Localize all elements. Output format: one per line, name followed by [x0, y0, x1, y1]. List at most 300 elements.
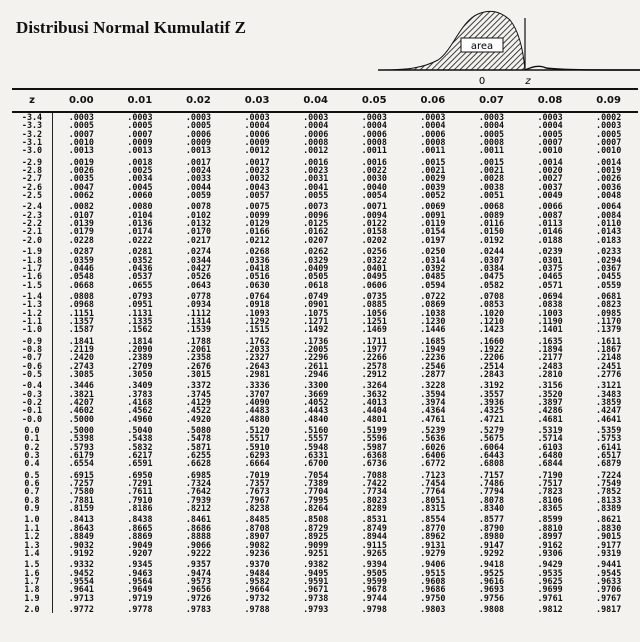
table-cell: .0020	[537, 165, 563, 176]
table-cell: .0582	[478, 279, 505, 290]
table-cell: .8790	[478, 522, 505, 533]
table-cell: .1711	[361, 335, 387, 346]
z-value: 1.5	[24, 559, 40, 570]
table-cell: .0015	[478, 156, 505, 167]
table-cell: .8315	[420, 503, 446, 514]
table-cell: .0192	[478, 234, 505, 245]
table-cell: .8078	[478, 494, 505, 505]
table-cell: .0080	[127, 201, 153, 212]
table-cell: .2119	[68, 343, 94, 354]
table-cell: .0122	[361, 218, 387, 229]
table-cell: .0014	[596, 156, 622, 167]
table-cell: .8508	[303, 514, 329, 525]
table-cell: .5987	[361, 441, 387, 452]
table-cell: .0708	[478, 290, 505, 301]
table-cell: .2389	[127, 352, 153, 363]
table-cell: .0011	[478, 145, 505, 156]
table-cell: .9649	[127, 584, 153, 595]
table-cell: .0026	[596, 173, 622, 184]
table-cell: .8389	[596, 503, 622, 514]
table-cell: .1788	[185, 335, 212, 346]
z-value: 0.0	[24, 425, 40, 436]
header-col: 0.00	[68, 95, 94, 106]
table-cell: .7517	[537, 478, 563, 489]
table-cell: .7123	[420, 469, 446, 480]
table-cell: .0002	[596, 112, 622, 122]
table-cell: .9599	[361, 575, 387, 586]
table-cell: .9505	[361, 567, 387, 578]
z-value: 0.7	[24, 486, 40, 497]
table-cell: .7794	[478, 486, 505, 497]
table-cell: .0011	[361, 145, 387, 156]
table-cell: .0008	[420, 137, 446, 148]
table-cell: .0017	[244, 156, 270, 167]
table-cell: .3974	[420, 397, 446, 407]
table-cell: .3821	[68, 388, 94, 399]
table-cell: .0465	[537, 271, 563, 282]
table-cell: .9192	[68, 547, 94, 558]
table-cell: .8531	[361, 514, 387, 525]
table-cell: .0054	[361, 190, 387, 201]
table-cell: .8944	[361, 531, 387, 542]
table-cell: .0281	[127, 246, 153, 257]
table-cell: .0274	[185, 246, 212, 257]
table-cell: .0043	[244, 181, 270, 192]
table-cell: .8212	[185, 503, 212, 514]
z-value: 0.9	[24, 503, 40, 514]
table-cell: .2177	[537, 352, 563, 363]
table-cell: .9608	[420, 575, 446, 586]
table-cell: .6950	[127, 469, 153, 480]
table-cell: .0007	[68, 128, 94, 139]
table-cell: .0655	[127, 279, 153, 290]
table-cell: .9429	[537, 559, 563, 570]
table-cell: .9738	[303, 592, 329, 603]
table-cell: .9319	[596, 547, 622, 558]
table-cell: .0681	[596, 290, 622, 301]
z-value: -1.1	[21, 315, 43, 326]
z-value: -1.9	[21, 246, 43, 257]
z-value: -1.2	[21, 307, 43, 318]
table-cell: .5948	[303, 441, 329, 452]
table-cell: .8849	[68, 531, 94, 542]
table-cell: .0006	[244, 128, 270, 139]
z-value: 0.6	[24, 478, 40, 489]
table-cell: .9147	[478, 539, 505, 550]
table-cell: .9463	[127, 567, 153, 578]
table-cell: .8438	[127, 514, 153, 525]
table-cell: .2877	[420, 368, 446, 379]
table-cell: .0030	[361, 173, 387, 184]
z-value: -3.1	[21, 137, 43, 148]
table-cell: .0007	[537, 137, 563, 148]
table-cell: .0062	[68, 190, 94, 201]
table-cell: .8962	[420, 531, 446, 542]
table-cell: .0016	[361, 156, 387, 167]
table-cell: .9582	[244, 575, 270, 586]
table-cell: .7357	[244, 478, 270, 489]
table-cell: .8186	[127, 503, 153, 514]
table-cell: .2005	[303, 343, 329, 354]
z-value: 1.0	[24, 514, 40, 525]
table-cell: .9495	[303, 567, 329, 578]
z-table	[12, 88, 638, 642]
table-cell: .8729	[303, 522, 329, 533]
table-cell: .0068	[478, 201, 505, 212]
table-cell: .0004	[303, 120, 329, 131]
table-cell: .4483	[244, 405, 270, 416]
table-cell: .0188	[537, 234, 563, 245]
table-cell: .3594	[420, 388, 446, 399]
table-cell: .6255	[185, 450, 212, 461]
table-cell: .2236	[420, 352, 446, 363]
table-cell: .0329	[303, 254, 329, 265]
table-cell: .5040	[127, 425, 153, 436]
table-cell: .0004	[537, 120, 563, 131]
table-cell: .1075	[303, 307, 329, 318]
z-value: -0.5	[21, 368, 43, 379]
table-cell: .7389	[303, 478, 329, 489]
table-cell: .0037	[537, 181, 563, 192]
table-cell: .3121	[596, 380, 622, 391]
table-cell: .6879	[596, 458, 622, 469]
table-cell: .3264	[361, 380, 387, 391]
table-cell: .0004	[244, 120, 270, 131]
table-cell: .0618	[303, 279, 329, 290]
table-cell: .9394	[361, 559, 387, 570]
table-cell: .6985	[185, 469, 212, 480]
table-cell: .7764	[420, 486, 446, 497]
table-cell: .0146	[537, 226, 563, 237]
z-value: -2.6	[21, 181, 43, 192]
table-cell: .0003	[537, 112, 563, 122]
table-cell: .0228	[68, 234, 94, 245]
table-cell: .1736	[303, 335, 329, 346]
table-cell: .0336	[244, 254, 270, 265]
z-value: -2.2	[21, 218, 43, 229]
table-cell: .1151	[68, 307, 94, 318]
table-cell: .0222	[127, 234, 153, 245]
table-cell: .9406	[420, 559, 446, 570]
table-cell: .1515	[244, 324, 270, 335]
z-value: -2.3	[21, 209, 43, 220]
table-cell: .6406	[420, 450, 446, 461]
table-cell: .1038	[420, 307, 446, 318]
table-cell: .0212	[244, 234, 270, 245]
table-cell: .9382	[303, 559, 329, 570]
table-cell: .0287	[68, 246, 94, 257]
table-cell: .1611	[596, 335, 622, 346]
z-value: 1.3	[24, 539, 40, 550]
table-cell: .3632	[361, 388, 387, 399]
table-cell: .6480	[537, 450, 563, 461]
z-value: 1.6	[24, 567, 40, 578]
table-cell: .0066	[537, 201, 563, 212]
table-cell: .7734	[361, 486, 387, 497]
table-cell: .2611	[303, 360, 329, 371]
table-cell: .0571	[537, 279, 563, 290]
table-cell: .0073	[303, 201, 329, 212]
z-value: -2.4	[21, 201, 43, 212]
table-cell: .1867	[596, 343, 622, 354]
table-cell: .0099	[244, 209, 270, 220]
z-value: 2.0	[24, 603, 40, 614]
table-cell: .1056	[361, 307, 387, 318]
table-cell: .0012	[244, 145, 270, 156]
table-cell: .7224	[596, 469, 622, 480]
table-cell: .0038	[478, 181, 505, 192]
table-cell: .5793	[68, 441, 94, 452]
table-cell: .8869	[127, 531, 153, 542]
z-value: -0.8	[21, 343, 43, 354]
table-cell: .1446	[420, 324, 446, 335]
table-cell: .0207	[303, 234, 329, 245]
table-cell: .1762	[244, 335, 270, 346]
header-col: 0.07	[479, 95, 504, 106]
table-header	[12, 90, 638, 113]
table-cell: .5080	[185, 425, 212, 436]
table-cell: .9115	[361, 539, 387, 550]
table-cell: .0009	[185, 137, 212, 148]
z-value: 1.1	[24, 522, 40, 533]
table-cell: .0934	[185, 299, 212, 310]
table-cell: .0179	[68, 226, 94, 237]
table-cell: .9756	[478, 592, 505, 603]
table-cell: .7967	[244, 494, 270, 505]
table-cell: .0262	[303, 246, 329, 257]
table-cell: .3336	[244, 380, 270, 391]
table-cell: .0019	[68, 156, 94, 167]
table-cell: .0869	[420, 299, 446, 310]
table-cell: .6103	[537, 441, 563, 452]
z-value: -2.7	[21, 173, 43, 184]
table-row	[12, 459, 638, 467]
table-cell: .9788	[244, 603, 270, 614]
table-cell: .3707	[244, 388, 270, 399]
z-value: -3.0	[21, 145, 43, 156]
z-value: -0.6	[21, 360, 43, 371]
table-cell: .0401	[361, 262, 387, 273]
table-cell: .0041	[303, 181, 329, 192]
table-cell: .4013	[361, 397, 387, 407]
table-cell: .7454	[420, 478, 446, 489]
table-cell: .9744	[361, 592, 387, 603]
table-cell: .1423	[478, 324, 505, 335]
z-value: 0.1	[24, 433, 40, 444]
table-cell: .3372	[185, 380, 212, 391]
table-cell: .6736	[361, 458, 387, 469]
table-cell: .0344	[185, 254, 212, 265]
zero-label: 0	[478, 76, 486, 87]
z-value: -1.4	[21, 290, 43, 301]
table-cell: .1977	[361, 343, 387, 354]
table-cell: .0018	[127, 156, 153, 167]
table-cell: .7257	[68, 478, 94, 489]
z-value: -0.7	[21, 352, 43, 363]
table-cell: .1562	[127, 324, 153, 335]
table-cell: .1469	[361, 324, 387, 335]
table-cell: .4562	[127, 405, 153, 416]
table-cell: .0139	[68, 218, 94, 229]
table-cell: .0183	[596, 234, 622, 245]
table-cell: .1131	[127, 307, 153, 318]
table-cell: .1357	[68, 315, 94, 326]
table-cell: .1379	[596, 324, 622, 335]
table-cell: .7642	[185, 486, 212, 497]
table-cell: .6517	[596, 450, 622, 461]
table-cell: .9573	[185, 575, 212, 586]
table-cell: .8810	[537, 522, 563, 533]
table-cell: .0516	[244, 271, 270, 282]
table-cell: .9015	[596, 531, 622, 542]
table-cell: .0064	[596, 201, 622, 212]
table-cell: .3859	[596, 397, 622, 407]
table-cell: .5120	[244, 425, 270, 436]
table-cell: .4247	[596, 405, 622, 416]
table-cell: .1093	[244, 307, 270, 318]
z-value: 0.2	[24, 441, 40, 452]
table-cell: .0019	[596, 165, 622, 176]
table-cell: .7054	[303, 469, 329, 480]
table-cell: .0029	[420, 173, 446, 184]
table-cell: .5359	[596, 425, 622, 436]
table-cell: .5199	[361, 425, 387, 436]
table-cell: .5557	[303, 433, 329, 444]
table-cell: .0009	[127, 137, 153, 148]
table-cell: .0044	[185, 181, 212, 192]
table-cell: .6772	[420, 458, 446, 469]
table-row	[12, 594, 638, 602]
table-cell: .0150	[478, 226, 505, 237]
table-cell: .0003	[478, 112, 505, 122]
table-cell: .3483	[596, 388, 622, 399]
table-cell: .9713	[68, 592, 94, 603]
table-cell: .0384	[478, 262, 505, 273]
table-cell: .0078	[185, 201, 212, 212]
table-cell: .4681	[537, 413, 563, 424]
table-cell: .8599	[537, 514, 563, 525]
table-cell: .0104	[127, 209, 153, 220]
table-cell: .2843	[478, 368, 505, 379]
table-cell: .0244	[478, 246, 505, 257]
table-cell: .6293	[244, 450, 270, 461]
table-cell: .3520	[537, 388, 563, 399]
table-cell: .2676	[185, 360, 212, 371]
table-cell: .0119	[420, 218, 446, 229]
table-cell: .7910	[127, 494, 153, 505]
table-cell: .2546	[420, 360, 446, 371]
table-cell: .0094	[361, 209, 387, 220]
table-cell: .5910	[244, 441, 270, 452]
table-cell: .7422	[361, 478, 387, 489]
table-cell: .7486	[478, 478, 505, 489]
table-cell: .6915	[68, 469, 94, 480]
table-cell: .0032	[244, 173, 270, 184]
table-cell: .0051	[478, 190, 505, 201]
table-cell: .0008	[361, 137, 387, 148]
table-cell: .3192	[478, 380, 505, 391]
z-value: -3.3	[21, 120, 43, 131]
table-cell: .6217	[127, 450, 153, 461]
table-cell: .0409	[303, 262, 329, 273]
table-cell: .9812	[537, 603, 563, 614]
table-cell: .6026	[420, 441, 446, 452]
table-cell: .5517	[244, 433, 270, 444]
table-cell: .7704	[303, 486, 329, 497]
header-col: 0.01	[127, 95, 153, 106]
table-cell: .0722	[420, 290, 446, 301]
table-cell: .0559	[596, 279, 622, 290]
table-cell: .9726	[185, 592, 212, 603]
table-cell: .8554	[420, 514, 446, 525]
table-cell: .9222	[185, 547, 212, 558]
table-cell: .0113	[537, 218, 563, 229]
table-cell: .9332	[68, 559, 94, 570]
table-cell: .2206	[478, 352, 505, 363]
table-cell: .2327	[244, 352, 270, 363]
table-cell: .4404	[361, 405, 387, 416]
table-cell: .4920	[185, 413, 212, 424]
table-cell: .0352	[127, 254, 153, 265]
table-cell: .9767	[596, 592, 622, 603]
table-cell: .6443	[478, 450, 505, 461]
table-cell: .1020	[478, 307, 505, 318]
table-cell: .0107	[68, 209, 94, 220]
table-cell: .9616	[478, 575, 505, 586]
table-cell: .9678	[361, 584, 387, 595]
table-cell: .9032	[68, 539, 94, 550]
table-row	[12, 504, 638, 512]
z-value: -0.3	[21, 388, 43, 399]
table-cell: .8770	[420, 522, 446, 533]
table-cell: .9641	[68, 584, 94, 595]
table-cell: .0010	[537, 145, 563, 156]
table-cell: .8925	[303, 531, 329, 542]
table-cell: .1814	[127, 335, 153, 346]
table-cell: .2810	[537, 368, 563, 379]
table-cell: .0007	[127, 128, 153, 139]
table-cell: .6628	[185, 458, 212, 469]
table-cell: .0004	[361, 120, 387, 131]
table-cell: .0022	[361, 165, 387, 176]
table-cell: .3446	[68, 380, 94, 391]
table-cell: .7088	[361, 469, 387, 480]
z-value: 1.2	[24, 531, 40, 542]
table-cell: .0049	[537, 190, 563, 201]
table-cell: .6179	[68, 450, 94, 461]
table-cell: .8413	[68, 514, 94, 525]
table-cell: .1230	[420, 315, 446, 326]
table-cell: .0036	[596, 181, 622, 192]
table-cell: .4364	[420, 405, 446, 416]
table-cell: .9066	[185, 539, 212, 550]
table-cell: .7190	[537, 469, 563, 480]
table-cell: .4129	[185, 397, 212, 407]
table-cell: .9633	[596, 575, 622, 586]
z-value: -2.8	[21, 165, 43, 176]
table-cell: .0166	[244, 226, 270, 237]
table-cell: .0749	[303, 290, 329, 301]
table-cell: .0003	[185, 112, 212, 122]
table-cell: .0446	[68, 262, 94, 273]
table-cell: .0004	[420, 120, 446, 131]
table-cell: .1841	[68, 335, 94, 346]
table-cell: .0233	[596, 246, 622, 257]
table-cell: .4325	[478, 405, 505, 416]
z-value: -1.7	[21, 262, 43, 273]
table-cell: .8133	[596, 494, 622, 505]
table-cell: .0026	[68, 165, 94, 176]
